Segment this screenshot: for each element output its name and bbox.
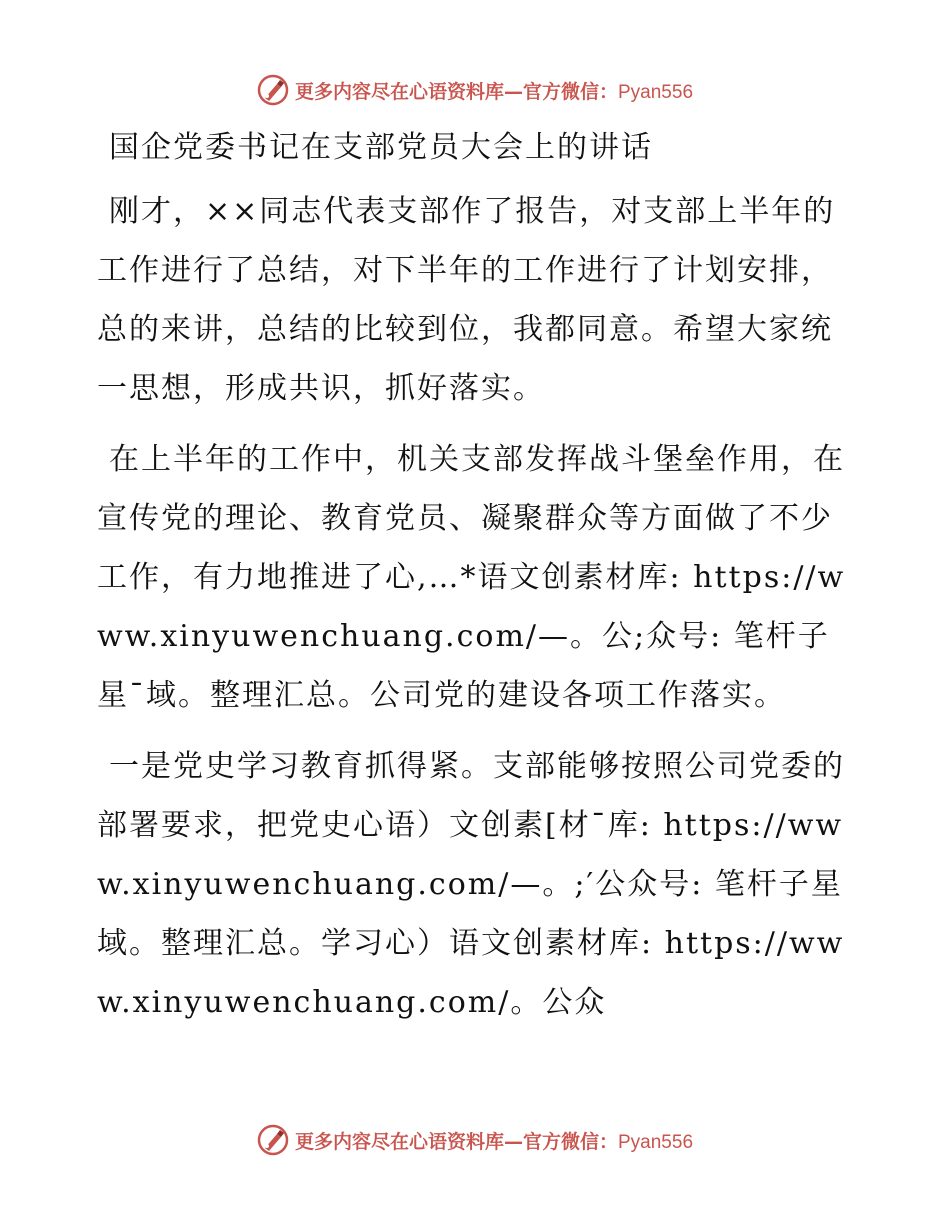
header-contact-account: Pyan556 xyxy=(618,81,694,103)
footer-banner-text xyxy=(295,1127,693,1154)
footer-site-text: 更多内容尽在心语资料库 xyxy=(294,1130,504,1153)
paragraph-3: 一是党史学习教育抓得紧。支部能够按照公司党委的部署要求，把党史心语）文创素[材¯库: https://www.xinyuwenchuang.com/—。;′公众号: 笔杆子星域。整理汇总。学习心）语文创素材库: https://www.xinyuwenchuang.com/。公众 xyxy=(97,749,845,1020)
pen-logo-icon xyxy=(257,74,289,106)
document-title: 国企党委书记在支部党员大会上的讲话 xyxy=(109,130,653,165)
paragraph-1: 刚才，××同志代表支部作了报告，对支部上半年的工作进行了总结，对下半年的工作进行了计划安排，总的来讲，总结的比较到位，我都同意。希望大家统一思想，形成共识，抓好落实。 xyxy=(97,194,836,406)
footer-dash: — xyxy=(503,1130,523,1153)
header-dash: — xyxy=(503,80,523,103)
footer-contact-account: Pyan556 xyxy=(618,1131,694,1153)
header-site-text: 更多内容尽在心语资料库 xyxy=(294,80,504,103)
header-banner xyxy=(0,70,950,110)
header-contact-label: 官方微信： xyxy=(522,80,618,103)
footer-banner xyxy=(0,1120,950,1160)
header-banner-text xyxy=(295,77,693,104)
pen-logo-icon xyxy=(257,1124,289,1156)
footer-contact-label: 官方微信： xyxy=(522,1130,618,1153)
document-body xyxy=(97,118,857,1044)
paragraph-2: 在上半年的工作中，机关支部发挥战斗堡垒作用，在宣传党的理论、教育党员、凝聚群众等方面做了不少工作，有力地推进了心,…*语文创素材库: https://www.xinyuwenchuang.com/—。公;众号: 笔杆子星¯域。整理汇总。公司党的建设各项工作落实。 xyxy=(97,442,846,713)
